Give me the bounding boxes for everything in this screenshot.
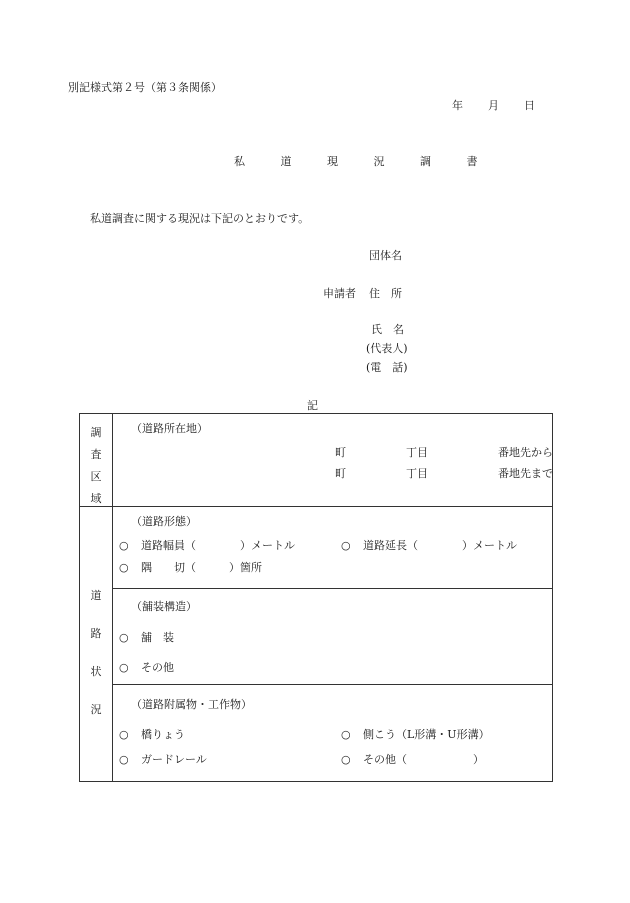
checkbox-circle[interactable]: ○: [119, 753, 129, 766]
checkbox-circle[interactable]: ○: [341, 728, 351, 741]
checkbox-circle[interactable]: ○: [119, 561, 129, 574]
status-side-label: [80, 507, 113, 782]
side-char: 況: [90, 703, 102, 716]
pavement-cell: [113, 589, 553, 685]
side-char: 区: [90, 470, 102, 483]
side-char: 査: [90, 448, 102, 461]
intro-text: 私道調査に関する現況は下記のとおりです。: [90, 212, 310, 225]
banchi-from-label: 番地先から: [498, 446, 553, 459]
form-label: 別記様式第２号（第３条関係）: [68, 81, 222, 94]
address-label: 住 所: [369, 287, 402, 300]
road-width-label: 道路幅員（ ）メートル: [141, 539, 295, 552]
attachments-cell: [113, 685, 553, 782]
pavement-other-label: その他: [141, 661, 174, 674]
bridge-label: 橋りょう: [141, 728, 185, 741]
group-name-label: 団体名: [369, 249, 402, 262]
checkbox-circle[interactable]: ○: [341, 539, 351, 552]
representative-label: (代表人): [366, 342, 408, 355]
side-char: 調: [90, 426, 102, 439]
attachments-other-label: その他（ ）: [363, 753, 484, 766]
checkbox-circle[interactable]: ○: [119, 661, 129, 674]
paved-label: 舗 装: [141, 631, 174, 644]
road-shape-cell: [113, 507, 553, 589]
date-year-label: 年: [452, 99, 463, 112]
town-label: 町: [335, 467, 346, 480]
pavement-heading: （舗装構造）: [131, 600, 197, 613]
document-title: 私 道 現 況 調 書: [234, 155, 494, 168]
shape-heading: （道路形態）: [131, 515, 197, 528]
attachments-heading: （道路附属物・工作物）: [131, 698, 252, 711]
checkbox-circle[interactable]: ○: [119, 631, 129, 644]
phone-label: (電 話): [366, 361, 408, 374]
banchi-to-label: 番地先まで: [498, 467, 553, 480]
checkbox-circle[interactable]: ○: [341, 753, 351, 766]
checkbox-circle[interactable]: ○: [119, 539, 129, 552]
side-char: 道: [90, 589, 102, 602]
date-month-label: 月: [488, 99, 499, 112]
survey-table: [79, 413, 553, 782]
side-char: 状: [90, 665, 102, 678]
guardrail-label: ガードレール: [141, 753, 207, 766]
area-heading: （道路所在地）: [131, 422, 208, 435]
side-char: 域: [90, 492, 102, 505]
name-label: 氏 名: [371, 323, 404, 336]
side-ditch-label: 側こう（L形溝・U形溝）: [363, 728, 490, 741]
corner-cut-label: 隅 切（ ）箇所: [141, 561, 262, 574]
road-length-label: 道路延長（ ）メートル: [363, 539, 517, 552]
applicant-label: 申請者: [323, 287, 356, 300]
chome-label: 丁目: [406, 446, 428, 459]
ki-label: 記: [307, 399, 318, 412]
area-side-label: [80, 414, 113, 507]
side-char: 路: [90, 627, 102, 640]
checkbox-circle[interactable]: ○: [119, 728, 129, 741]
chome-label: 丁目: [406, 467, 428, 480]
area-cell: [113, 414, 553, 507]
date-day-label: 日: [524, 99, 535, 112]
town-label: 町: [335, 446, 346, 459]
